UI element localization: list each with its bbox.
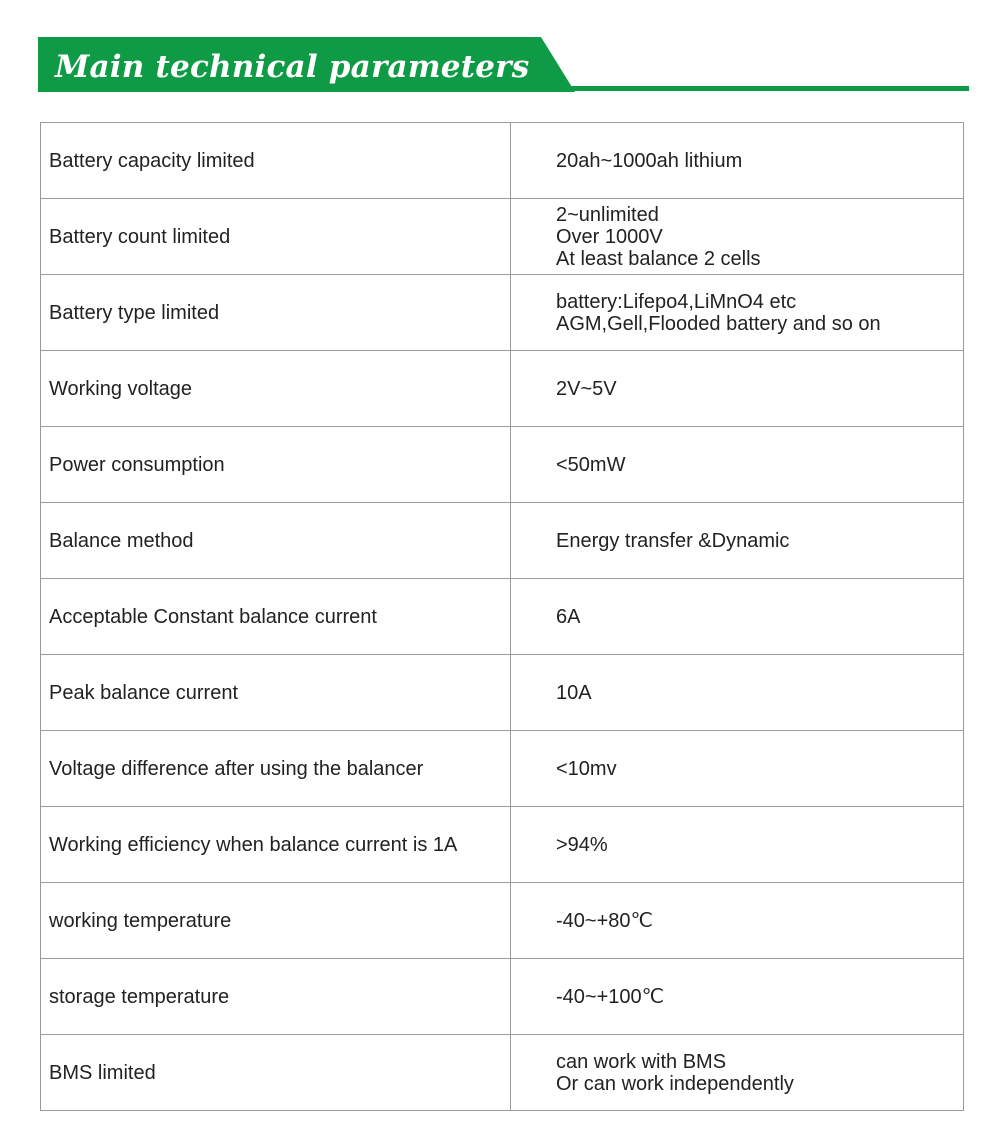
parameter-name: Battery capacity limited [41,123,511,199]
parameter-name: Peak balance current [41,655,511,731]
table-row [41,123,964,199]
parameter-value-line: >94% [556,833,608,856]
table-row [41,655,964,731]
page-title: Main technical parameters [55,49,530,85]
parameter-value-line: can work with BMS [556,1050,727,1073]
parameter-name: storage temperature [41,959,511,1035]
parameter-value-line: <10mv [556,757,617,780]
table-row [41,199,964,275]
parameter-value-line: -40~+100℃ [556,985,665,1008]
parameter-value [511,959,964,1035]
parameter-value-line: <50mW [556,453,626,476]
parameter-value [511,807,964,883]
parameter-value-line: 10A [556,681,592,704]
parameter-value [511,579,964,655]
parameter-value [511,275,964,351]
parameter-value-line: 2~unlimited [556,203,659,226]
parameter-name: Working voltage [41,351,511,427]
parameter-name: Acceptable Constant balance current [41,579,511,655]
table-row [41,351,964,427]
parameter-value [511,427,964,503]
parameter-value-line: 20ah~1000ah lithium [556,149,743,172]
parameter-value-line: 2V~5V [556,377,617,400]
parameter-value [511,351,964,427]
parameter-value-line: At least balance 2 cells [556,247,761,270]
parameter-value-line: 6A [556,605,581,628]
table-row [41,275,964,351]
parameter-value-line: battery:Lifepo4,LiMnO4 etc [556,290,797,313]
parameter-value-line: AGM,Gell,Flooded battery and so on [556,312,881,335]
table-row [41,579,964,655]
parameter-value [511,1035,964,1111]
parameters-table [40,122,964,1111]
parameter-value [511,655,964,731]
parameter-value [511,883,964,959]
parameter-value [511,731,964,807]
parameter-value [511,199,964,275]
table-row [41,1035,964,1111]
parameters-table-body [41,123,964,1111]
parameter-value-line: Energy transfer &Dynamic [556,529,790,552]
parameter-value-line: Over 1000V [556,225,663,248]
table-row [41,731,964,807]
parameter-name: BMS limited [41,1035,511,1111]
table-row [41,883,964,959]
table-row [41,807,964,883]
parameter-name: Power consumption [41,427,511,503]
table-row [41,959,964,1035]
parameter-name: Battery type limited [41,275,511,351]
parameter-name: Battery count limited [41,199,511,275]
parameter-name: Working efficiency when balance current is 1A [41,807,511,883]
parameter-value-line: -40~+80℃ [556,909,653,932]
parameter-value-line: Or can work independently [556,1072,794,1095]
parameter-name: Voltage difference after using the balancer [41,731,511,807]
parameter-value [511,123,964,199]
parameter-name: Balance method [41,503,511,579]
table-row [41,427,964,503]
parameter-value [511,503,964,579]
table-row [41,503,964,579]
parameter-name: working temperature [41,883,511,959]
